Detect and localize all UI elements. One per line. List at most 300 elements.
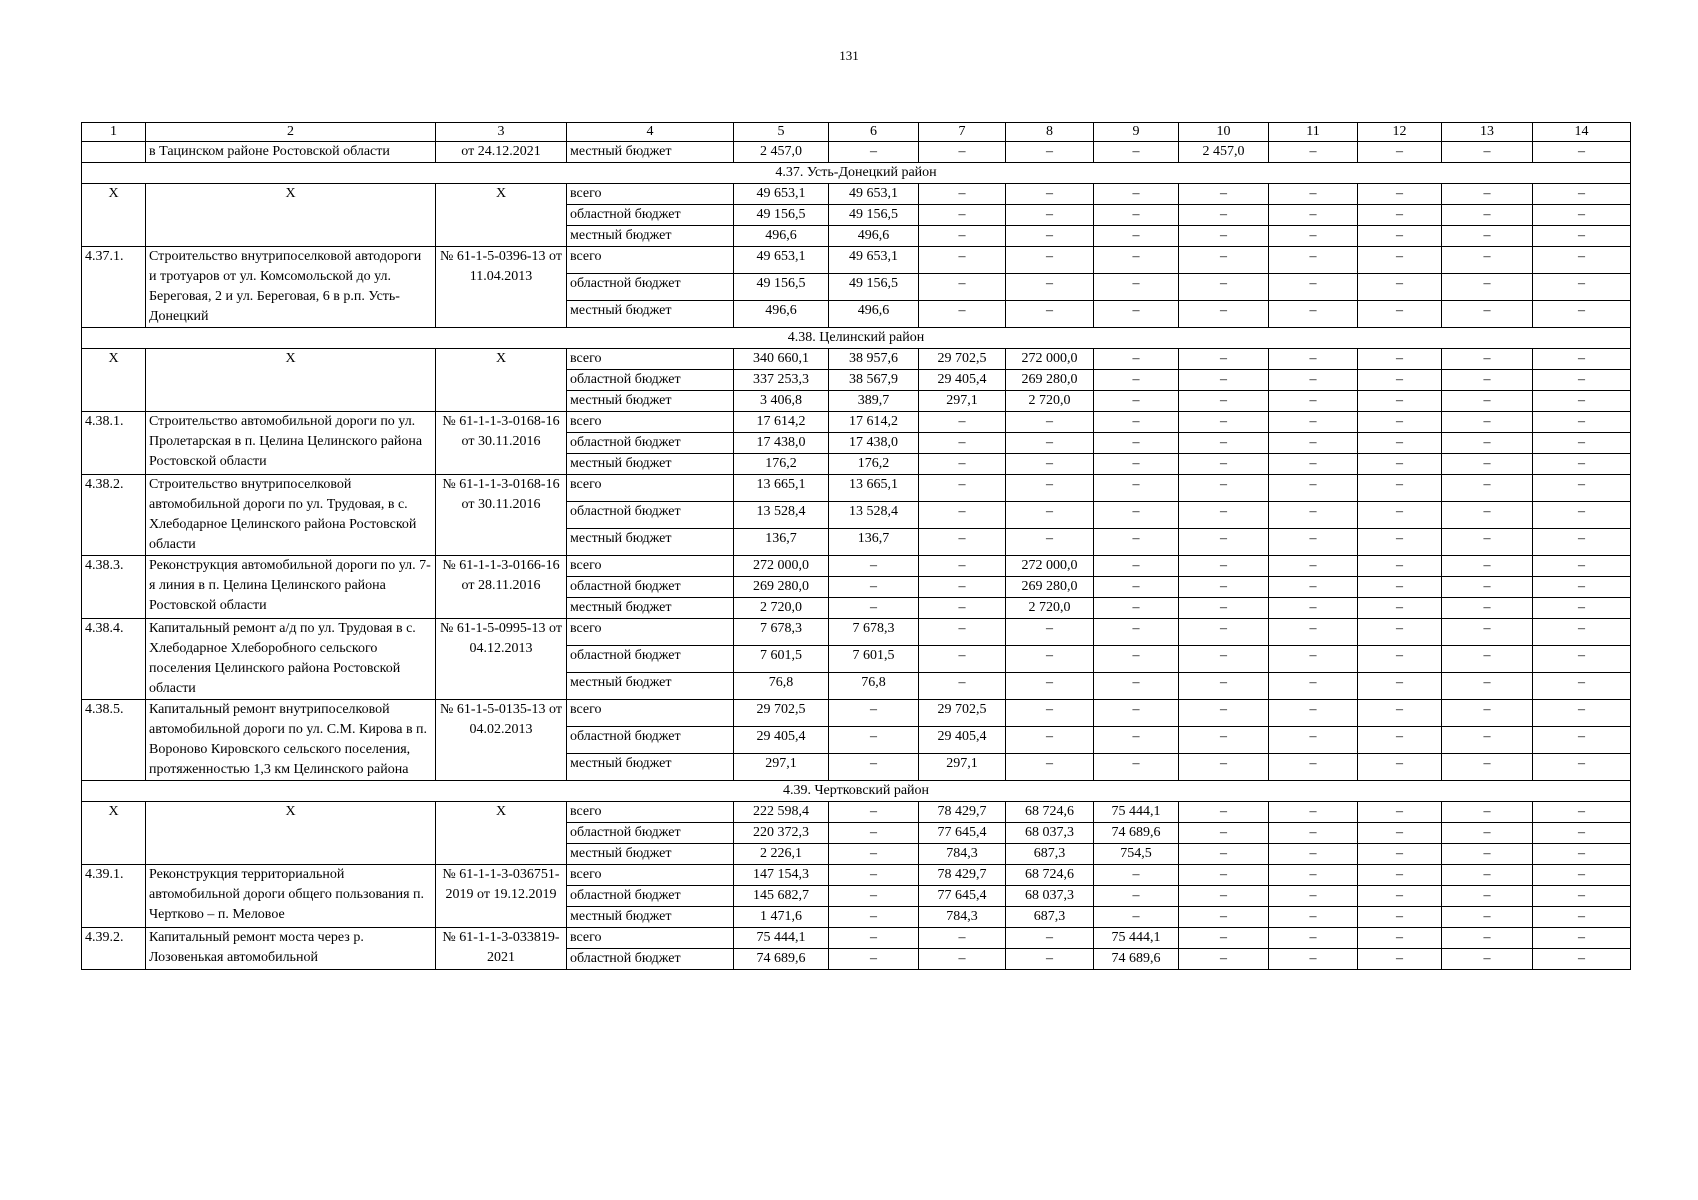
budget-source: местный бюджет: [567, 301, 734, 328]
amount-cell: –: [1358, 577, 1442, 598]
amount-cell: 176,2: [829, 454, 919, 475]
amount-cell: –: [1179, 907, 1269, 928]
amount-cell: –: [1094, 727, 1179, 754]
budget-source: областной бюджет: [567, 274, 734, 301]
amount-cell: –: [1269, 502, 1358, 529]
amount-cell: –: [829, 928, 919, 949]
budget-source: всего: [567, 802, 734, 823]
amount-cell: –: [1006, 502, 1094, 529]
budget-source: всего: [567, 412, 734, 433]
amount-cell: –: [1358, 556, 1442, 577]
amount-cell: –: [1179, 349, 1269, 370]
amount-cell: –: [1358, 349, 1442, 370]
table-row: [82, 865, 1631, 886]
amount-cell: –: [1269, 247, 1358, 274]
column-header: 13: [1442, 123, 1533, 142]
amount-cell: –: [919, 673, 1006, 700]
amount-cell: –: [1533, 673, 1631, 700]
column-header: 1: [82, 123, 146, 142]
amount-cell: –: [1179, 886, 1269, 907]
amount-cell: –: [1179, 949, 1269, 970]
item-name: X: [146, 349, 436, 412]
amount-cell: –: [1006, 205, 1094, 226]
amount-cell: –: [829, 886, 919, 907]
budget-source: областной бюджет: [567, 823, 734, 844]
amount-cell: –: [919, 556, 1006, 577]
amount-cell: –: [1533, 598, 1631, 619]
amount-cell: –: [1094, 700, 1179, 727]
table-cell: [82, 142, 146, 163]
section-row: [82, 781, 1631, 802]
amount-cell: 784,3: [919, 844, 1006, 865]
amount-cell: –: [919, 598, 1006, 619]
amount-cell: 3 406,8: [734, 391, 829, 412]
amount-cell: –: [1442, 754, 1533, 781]
item-number: 4.38.4.: [82, 619, 146, 700]
budget-source: областной бюджет: [567, 646, 734, 673]
amount-cell: –: [1533, 226, 1631, 247]
amount-cell: –: [1094, 502, 1179, 529]
item-document: № 61-1-5-0995-13 от 04.12.2013: [436, 619, 567, 700]
amount-cell: –: [829, 754, 919, 781]
amount-cell: –: [1358, 247, 1442, 274]
amount-cell: –: [1533, 349, 1631, 370]
amount-cell: –: [1094, 391, 1179, 412]
amount-cell: –: [1269, 619, 1358, 646]
amount-cell: –: [919, 205, 1006, 226]
amount-cell: 784,3: [919, 907, 1006, 928]
amount-cell: –: [1442, 454, 1533, 475]
table-cell: –: [1533, 142, 1631, 163]
amount-cell: 13 528,4: [734, 502, 829, 529]
amount-cell: –: [1533, 700, 1631, 727]
amount-cell: –: [1358, 226, 1442, 247]
amount-cell: 13 528,4: [829, 502, 919, 529]
item-document: X: [436, 349, 567, 412]
table-row: [82, 619, 1631, 646]
table-row: [82, 142, 1631, 163]
table-row: [82, 928, 1631, 949]
table-cell: от 24.12.2021: [436, 142, 567, 163]
amount-cell: –: [1269, 529, 1358, 556]
budget-source: областной бюджет: [567, 370, 734, 391]
amount-cell: –: [919, 475, 1006, 502]
amount-cell: –: [1094, 226, 1179, 247]
amount-cell: 176,2: [734, 454, 829, 475]
amount-cell: –: [1358, 646, 1442, 673]
amount-cell: –: [1358, 754, 1442, 781]
amount-cell: –: [1179, 556, 1269, 577]
page-number: 131: [839, 48, 859, 63]
amount-cell: 2 720,0: [1006, 391, 1094, 412]
amount-cell: 17 438,0: [829, 433, 919, 454]
amount-cell: –: [1442, 646, 1533, 673]
amount-cell: –: [919, 646, 1006, 673]
amount-cell: 29 702,5: [734, 700, 829, 727]
amount-cell: –: [1442, 907, 1533, 928]
budget-source: местный бюджет: [567, 529, 734, 556]
amount-cell: –: [1269, 433, 1358, 454]
amount-cell: –: [1179, 754, 1269, 781]
budget-source: всего: [567, 928, 734, 949]
budget-source: всего: [567, 556, 734, 577]
amount-cell: –: [1358, 454, 1442, 475]
column-header: 14: [1533, 123, 1631, 142]
amount-cell: –: [829, 598, 919, 619]
amount-cell: –: [919, 577, 1006, 598]
amount-cell: 389,7: [829, 391, 919, 412]
amount-cell: –: [1269, 823, 1358, 844]
budget-source: областной бюджет: [567, 205, 734, 226]
amount-cell: 49 156,5: [734, 205, 829, 226]
amount-cell: –: [1269, 184, 1358, 205]
amount-cell: –: [1179, 412, 1269, 433]
amount-cell: –: [1533, 529, 1631, 556]
amount-cell: –: [1006, 433, 1094, 454]
amount-cell: 340 660,1: [734, 349, 829, 370]
item-number: 4.39.1.: [82, 865, 146, 928]
item-name: Капитальный ремонт внутрипоселковой автомобильной дороги по ул. С.М. Кирова в п. Вороново Кировского сельского поселения, протяженностью 1,3 км Целинского района: [146, 700, 436, 781]
amount-cell: 687,3: [1006, 844, 1094, 865]
amount-cell: 49 156,5: [829, 205, 919, 226]
amount-cell: –: [1269, 928, 1358, 949]
amount-cell: –: [919, 928, 1006, 949]
amount-cell: 222 598,4: [734, 802, 829, 823]
amount-cell: 49 653,1: [829, 184, 919, 205]
amount-cell: –: [1358, 598, 1442, 619]
table-cell: –: [1006, 142, 1094, 163]
amount-cell: 78 429,7: [919, 802, 1006, 823]
amount-cell: –: [1179, 205, 1269, 226]
amount-cell: –: [1358, 823, 1442, 844]
item-name: Реконструкция территориальной автомобильной дороги общего пользования п. Чертково – п. Меловое: [146, 865, 436, 928]
item-name: X: [146, 802, 436, 865]
amount-cell: 29 405,4: [919, 370, 1006, 391]
amount-cell: 77 645,4: [919, 886, 1006, 907]
amount-cell: –: [1442, 502, 1533, 529]
budget-source: местный бюджет: [567, 454, 734, 475]
column-header: 8: [1006, 123, 1094, 142]
amount-cell: 496,6: [829, 301, 919, 328]
amount-cell: 77 645,4: [919, 823, 1006, 844]
amount-cell: –: [1533, 391, 1631, 412]
table-cell: –: [829, 142, 919, 163]
amount-cell: –: [1179, 598, 1269, 619]
amount-cell: –: [1358, 412, 1442, 433]
column-header: 10: [1179, 123, 1269, 142]
amount-cell: –: [1358, 205, 1442, 226]
amount-cell: –: [1269, 949, 1358, 970]
amount-cell: 17 614,2: [734, 412, 829, 433]
amount-cell: –: [1006, 727, 1094, 754]
amount-cell: 29 405,4: [919, 727, 1006, 754]
amount-cell: 76,8: [829, 673, 919, 700]
amount-cell: 496,6: [734, 301, 829, 328]
amount-cell: 29 702,5: [919, 700, 1006, 727]
amount-cell: 136,7: [734, 529, 829, 556]
amount-cell: –: [1533, 886, 1631, 907]
amount-cell: –: [1533, 184, 1631, 205]
amount-cell: –: [919, 412, 1006, 433]
amount-cell: –: [1442, 802, 1533, 823]
amount-cell: –: [829, 577, 919, 598]
amount-cell: 272 000,0: [1006, 349, 1094, 370]
amount-cell: –: [1358, 370, 1442, 391]
amount-cell: –: [1442, 226, 1533, 247]
item-name: Строительство внутрипоселковой автомобильной дороги по ул. Трудовая, в с. Хлебодарное Целинского района Ростовской области: [146, 475, 436, 556]
amount-cell: –: [1179, 727, 1269, 754]
amount-cell: –: [1006, 301, 1094, 328]
item-document: № 61-1-5-0396-13 от 11.04.2013: [436, 247, 567, 328]
item-number: 4.38.2.: [82, 475, 146, 556]
amount-cell: –: [1533, 928, 1631, 949]
table-row: [82, 700, 1631, 727]
item-number: 4.37.1.: [82, 247, 146, 328]
column-header: 12: [1358, 123, 1442, 142]
amount-cell: –: [1179, 673, 1269, 700]
section-row: [82, 163, 1631, 184]
amount-cell: –: [1442, 619, 1533, 646]
amount-cell: –: [1179, 391, 1269, 412]
amount-cell: –: [1006, 928, 1094, 949]
amount-cell: 7 601,5: [829, 646, 919, 673]
amount-cell: –: [1179, 226, 1269, 247]
amount-cell: –: [1269, 274, 1358, 301]
amount-cell: –: [1533, 412, 1631, 433]
amount-cell: –: [1179, 475, 1269, 502]
amount-cell: –: [1442, 412, 1533, 433]
amount-cell: –: [1358, 391, 1442, 412]
amount-cell: –: [1179, 928, 1269, 949]
table-cell: –: [1358, 142, 1442, 163]
amount-cell: –: [829, 844, 919, 865]
amount-cell: 49 653,1: [734, 184, 829, 205]
amount-cell: –: [1269, 205, 1358, 226]
amount-cell: –: [1094, 619, 1179, 646]
amount-cell: –: [1179, 370, 1269, 391]
amount-cell: –: [919, 247, 1006, 274]
table-cell: –: [1269, 142, 1358, 163]
amount-cell: –: [919, 619, 1006, 646]
column-header: 3: [436, 123, 567, 142]
amount-cell: –: [1269, 349, 1358, 370]
amount-cell: –: [1358, 907, 1442, 928]
amount-cell: –: [1533, 907, 1631, 928]
table-cell: –: [919, 142, 1006, 163]
column-header: 2: [146, 123, 436, 142]
item-name: Капитальный ремонт моста через р. Лозовенькая автомобильной: [146, 928, 436, 970]
amount-cell: 74 689,6: [1094, 823, 1179, 844]
amount-cell: –: [1533, 556, 1631, 577]
amount-cell: –: [1006, 529, 1094, 556]
amount-cell: 17 438,0: [734, 433, 829, 454]
amount-cell: –: [1269, 301, 1358, 328]
amount-cell: –: [1442, 247, 1533, 274]
amount-cell: –: [1358, 700, 1442, 727]
amount-cell: –: [1358, 928, 1442, 949]
amount-cell: –: [919, 226, 1006, 247]
amount-cell: –: [829, 727, 919, 754]
amount-cell: –: [1269, 802, 1358, 823]
amount-cell: –: [1006, 184, 1094, 205]
amount-cell: –: [1179, 433, 1269, 454]
amount-cell: 272 000,0: [734, 556, 829, 577]
amount-cell: –: [1358, 619, 1442, 646]
item-document: X: [436, 184, 567, 247]
amount-cell: 49 653,1: [734, 247, 829, 274]
amount-cell: 2 720,0: [1006, 598, 1094, 619]
amount-cell: –: [1269, 412, 1358, 433]
amount-cell: –: [1358, 673, 1442, 700]
amount-cell: 297,1: [734, 754, 829, 781]
amount-cell: –: [1442, 844, 1533, 865]
amount-cell: –: [1269, 454, 1358, 475]
amount-cell: –: [829, 823, 919, 844]
amount-cell: –: [1533, 577, 1631, 598]
amount-cell: 1 471,6: [734, 907, 829, 928]
budget-source: областной бюджет: [567, 577, 734, 598]
amount-cell: –: [1358, 301, 1442, 328]
amount-cell: –: [1442, 433, 1533, 454]
amount-cell: 49 156,5: [829, 274, 919, 301]
amount-cell: –: [1179, 823, 1269, 844]
column-header: 11: [1269, 123, 1358, 142]
amount-cell: –: [1269, 727, 1358, 754]
amount-cell: –: [1533, 247, 1631, 274]
amount-cell: –: [1533, 475, 1631, 502]
amount-cell: –: [1442, 556, 1533, 577]
amount-cell: –: [1442, 727, 1533, 754]
amount-cell: 220 372,3: [734, 823, 829, 844]
item-number: 4.38.3.: [82, 556, 146, 619]
amount-cell: –: [1533, 619, 1631, 646]
amount-cell: 496,6: [829, 226, 919, 247]
amount-cell: 145 682,7: [734, 886, 829, 907]
amount-cell: 38 957,6: [829, 349, 919, 370]
amount-cell: –: [1269, 556, 1358, 577]
amount-cell: –: [1094, 349, 1179, 370]
amount-cell: –: [1442, 928, 1533, 949]
budget-source: областной бюджет: [567, 502, 734, 529]
amount-cell: –: [919, 502, 1006, 529]
budget-source: всего: [567, 865, 734, 886]
amount-cell: –: [1094, 646, 1179, 673]
amount-cell: –: [1358, 184, 1442, 205]
table-cell: в Тацинском районе Ростовской области: [146, 142, 436, 163]
amount-cell: 496,6: [734, 226, 829, 247]
budget-source: местный бюджет: [567, 754, 734, 781]
amount-cell: –: [919, 184, 1006, 205]
amount-cell: –: [1442, 184, 1533, 205]
amount-cell: –: [1094, 412, 1179, 433]
budget-source: областной бюджет: [567, 886, 734, 907]
budget-source: местный бюджет: [567, 598, 734, 619]
table-row: [82, 349, 1631, 370]
amount-cell: 7 601,5: [734, 646, 829, 673]
amount-cell: 7 678,3: [829, 619, 919, 646]
amount-cell: –: [1006, 673, 1094, 700]
column-header: 4: [567, 123, 734, 142]
amount-cell: –: [1358, 865, 1442, 886]
amount-cell: –: [1269, 646, 1358, 673]
amount-cell: –: [919, 274, 1006, 301]
amount-cell: –: [1442, 700, 1533, 727]
amount-cell: –: [1269, 598, 1358, 619]
amount-cell: –: [919, 433, 1006, 454]
amount-cell: –: [1094, 433, 1179, 454]
amount-cell: –: [1358, 475, 1442, 502]
amount-cell: –: [1269, 907, 1358, 928]
budget-source: областной бюджет: [567, 727, 734, 754]
item-name: X: [146, 184, 436, 247]
amount-cell: –: [1006, 700, 1094, 727]
column-header-row: [82, 123, 1631, 142]
table-cell: –: [1094, 142, 1179, 163]
budget-source: всего: [567, 349, 734, 370]
amount-cell: –: [1442, 886, 1533, 907]
amount-cell: –: [1269, 886, 1358, 907]
amount-cell: –: [1442, 349, 1533, 370]
budget-source: местный бюджет: [567, 391, 734, 412]
amount-cell: –: [1179, 700, 1269, 727]
column-header: 5: [734, 123, 829, 142]
amount-cell: –: [1442, 370, 1533, 391]
amount-cell: 74 689,6: [1094, 949, 1179, 970]
section-row: [82, 328, 1631, 349]
amount-cell: –: [1442, 865, 1533, 886]
amount-cell: –: [1442, 391, 1533, 412]
amount-cell: –: [919, 454, 1006, 475]
amount-cell: 13 665,1: [734, 475, 829, 502]
amount-cell: –: [1533, 754, 1631, 781]
amount-cell: –: [1533, 433, 1631, 454]
budget-source: местный бюджет: [567, 844, 734, 865]
item-number: X: [82, 802, 146, 865]
amount-cell: –: [1533, 301, 1631, 328]
amount-cell: –: [1094, 184, 1179, 205]
amount-cell: –: [1533, 646, 1631, 673]
amount-cell: 49 653,1: [829, 247, 919, 274]
amount-cell: –: [1442, 301, 1533, 328]
amount-cell: 76,8: [734, 673, 829, 700]
amount-cell: 687,3: [1006, 907, 1094, 928]
budget-source: всего: [567, 247, 734, 274]
amount-cell: –: [1358, 844, 1442, 865]
amount-cell: –: [1533, 205, 1631, 226]
amount-cell: –: [1358, 727, 1442, 754]
amount-cell: –: [1358, 949, 1442, 970]
item-number: 4.38.1.: [82, 412, 146, 475]
amount-cell: –: [1179, 529, 1269, 556]
budget-source: всего: [567, 475, 734, 502]
amount-cell: 75 444,1: [734, 928, 829, 949]
budget-source: всего: [567, 700, 734, 727]
amount-cell: –: [1094, 274, 1179, 301]
amount-cell: 68 724,6: [1006, 802, 1094, 823]
amount-cell: –: [1006, 619, 1094, 646]
amount-cell: 68 037,3: [1006, 886, 1094, 907]
amount-cell: –: [1179, 619, 1269, 646]
amount-cell: –: [1269, 391, 1358, 412]
amount-cell: –: [1094, 301, 1179, 328]
amount-cell: 13 665,1: [829, 475, 919, 502]
amount-cell: –: [1533, 844, 1631, 865]
item-name: Реконструкция автомобильной дороги по ул. 7-я линия в п. Целина Целинского района Ростовской области: [146, 556, 436, 619]
amount-cell: –: [1006, 646, 1094, 673]
amount-cell: –: [1094, 370, 1179, 391]
amount-cell: –: [1179, 844, 1269, 865]
amount-cell: –: [919, 949, 1006, 970]
